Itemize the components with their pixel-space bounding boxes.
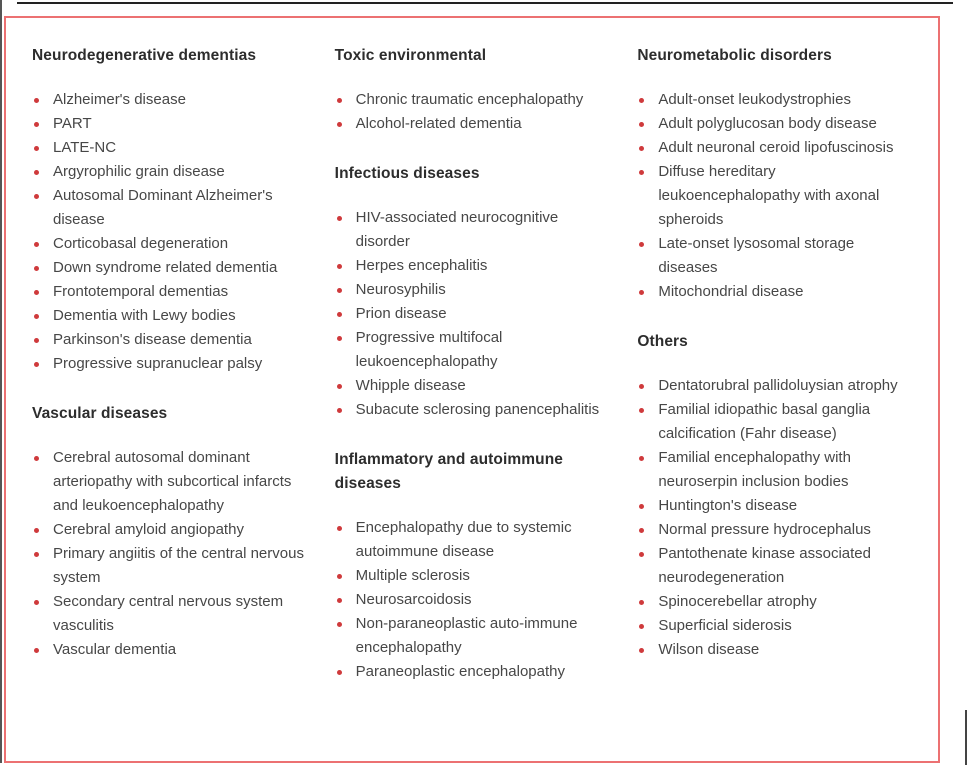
bullet-icon xyxy=(34,552,39,557)
section-heading: Others xyxy=(637,333,688,350)
bullet-icon xyxy=(34,242,39,247)
disease-item-label: Herpes encephalitis xyxy=(355,257,488,274)
disease-item-label: Progressive supranuclear palsy xyxy=(53,355,263,372)
disease-item-label: Pantothenate kinase associated neurodegeneration xyxy=(658,545,871,586)
disease-item-label: Neurosarcoidosis xyxy=(355,591,472,608)
list-item xyxy=(637,280,914,304)
list-item xyxy=(637,614,914,638)
disease-item-label: Subacute sclerosing panencephalitis xyxy=(355,401,600,418)
list-item xyxy=(335,660,612,684)
bullet-icon xyxy=(639,552,644,557)
bullet-icon xyxy=(337,526,342,531)
list-item xyxy=(335,326,612,374)
bullet-icon xyxy=(34,146,39,151)
list-item xyxy=(335,612,612,660)
list-item xyxy=(335,206,612,254)
disease-item-label: Whipple disease xyxy=(355,377,466,394)
diagnosis-section xyxy=(335,44,612,136)
disease-item-label: Non-paraneoplastic auto-immune encephalopathy xyxy=(355,615,578,656)
section-heading: Neurometabolic disorders xyxy=(637,47,832,64)
list-item xyxy=(637,160,914,232)
bullet-icon xyxy=(337,264,342,269)
disease-list xyxy=(637,88,914,304)
disease-item-label: Adult neuronal ceroid lipofuscinosis xyxy=(658,139,894,156)
page-right-border-line xyxy=(965,710,967,765)
list-item xyxy=(335,88,612,112)
bullet-icon xyxy=(34,98,39,103)
bullet-icon xyxy=(639,528,644,533)
list-item xyxy=(335,278,612,302)
list-item xyxy=(32,160,309,184)
disease-item-label: PART xyxy=(53,115,92,132)
disease-item-label: Dentatorubral pallidoluysian atrophy xyxy=(658,377,898,394)
list-item xyxy=(32,136,309,160)
list-item xyxy=(32,304,309,328)
list-item xyxy=(637,494,914,518)
list-item xyxy=(637,590,914,614)
disease-item-label: LATE-NC xyxy=(53,139,117,156)
bullet-icon xyxy=(639,384,644,389)
list-item xyxy=(32,184,309,232)
disease-item-label: Corticobasal degeneration xyxy=(53,235,229,252)
differential-diagnosis-panel xyxy=(4,16,940,763)
column-neurodegenerative-vascular xyxy=(32,44,309,751)
list-item xyxy=(637,232,914,280)
list-item xyxy=(32,280,309,304)
list-item xyxy=(335,254,612,278)
disease-item-label: Secondary central nervous system vasculitis xyxy=(53,593,284,634)
disease-item-label: Diffuse hereditary leukoencephalopathy with axonal spheroids xyxy=(658,163,880,228)
disease-list xyxy=(637,374,914,662)
bullet-icon xyxy=(639,624,644,629)
diagnosis-section xyxy=(335,448,612,684)
bullet-icon xyxy=(639,146,644,151)
disease-item-label: Parkinson's disease dementia xyxy=(53,331,252,348)
diagnosis-section xyxy=(32,402,309,662)
list-item xyxy=(32,518,309,542)
disease-item-label: Primary angiitis of the central nervous system xyxy=(53,545,304,586)
disease-item-label: Adult polyglucosan body disease xyxy=(658,115,877,132)
disease-list xyxy=(335,516,612,684)
bullet-icon xyxy=(337,408,342,413)
disease-item-label: Late-onset lysosomal storage diseases xyxy=(658,235,855,276)
diagnosis-section xyxy=(32,44,309,376)
bullet-icon xyxy=(639,408,644,413)
bullet-icon xyxy=(639,504,644,509)
section-heading: Neurodegenerative dementias xyxy=(32,47,257,64)
disease-list xyxy=(335,206,612,422)
disease-item-label: Superficial siderosis xyxy=(658,617,792,634)
disease-list xyxy=(335,88,612,136)
list-item xyxy=(637,542,914,590)
list-item xyxy=(335,398,612,422)
list-item xyxy=(32,352,309,376)
list-item xyxy=(32,446,309,518)
bullet-icon xyxy=(639,600,644,605)
bullet-icon xyxy=(337,216,342,221)
list-item xyxy=(335,588,612,612)
disease-item-label: Spinocerebellar atrophy xyxy=(658,593,817,610)
bullet-icon xyxy=(34,528,39,533)
diagnosis-section xyxy=(637,330,914,662)
disease-item-label: Mitochondrial disease xyxy=(658,283,804,300)
bullet-icon xyxy=(639,456,644,461)
list-item xyxy=(335,516,612,564)
bullet-icon xyxy=(639,242,644,247)
column-toxic-infectious-inflammatory xyxy=(335,44,612,751)
disease-item-label: Familial idiopathic basal ganglia calcification (Fahr disease) xyxy=(658,401,871,442)
disease-item-label: Alzheimer's disease xyxy=(53,91,186,108)
disease-item-label: Autosomal Dominant Alzheimer's disease xyxy=(53,187,273,228)
bullet-icon xyxy=(34,338,39,343)
disease-item-label: Cerebral amyloid angiopathy xyxy=(53,521,244,538)
section-heading: Vascular diseases xyxy=(32,405,168,422)
list-item xyxy=(637,518,914,542)
bullet-icon xyxy=(639,98,644,103)
bullet-icon xyxy=(639,648,644,653)
disease-item-label: Chronic traumatic encephalopathy xyxy=(355,91,584,108)
disease-list xyxy=(32,88,309,376)
list-item xyxy=(637,638,914,662)
list-item xyxy=(335,564,612,588)
bullet-icon xyxy=(34,266,39,271)
bullet-icon xyxy=(337,98,342,103)
list-item xyxy=(637,446,914,494)
disease-list xyxy=(32,446,309,662)
disease-item-label: HIV-associated neurocognitive disorder xyxy=(355,209,559,250)
disease-item-label: Prion disease xyxy=(355,305,447,322)
disease-item-label: Encephalopathy due to systemic autoimmune disease xyxy=(355,519,572,560)
bullet-icon xyxy=(337,122,342,127)
list-item xyxy=(32,232,309,256)
disease-item-label: Progressive multifocal leukoencephalopathy xyxy=(355,329,503,370)
bullet-icon xyxy=(639,290,644,295)
list-item xyxy=(637,112,914,136)
diagnosis-section xyxy=(335,162,612,422)
bullet-icon xyxy=(337,336,342,341)
bullet-icon xyxy=(34,600,39,605)
diagnosis-section xyxy=(637,44,914,304)
list-item xyxy=(335,112,612,136)
disease-item-label: Down syndrome related dementia xyxy=(53,259,278,276)
bullet-icon xyxy=(337,574,342,579)
bullet-icon xyxy=(337,288,342,293)
disease-item-label: Alcohol-related dementia xyxy=(355,115,522,132)
bullet-icon xyxy=(337,598,342,603)
page-top-border-line xyxy=(17,2,953,4)
bullet-icon xyxy=(34,194,39,199)
bullet-icon xyxy=(337,622,342,627)
bullet-icon xyxy=(34,314,39,319)
disease-item-label: Paraneoplastic encephalopathy xyxy=(355,663,565,680)
bullet-icon xyxy=(337,384,342,389)
disease-item-label: Normal pressure hydrocephalus xyxy=(658,521,871,538)
bullet-icon xyxy=(34,362,39,367)
bullet-icon xyxy=(639,122,644,127)
disease-item-label: Vascular dementia xyxy=(53,641,177,658)
section-heading: Inflammatory and autoimmune diseases xyxy=(334,451,563,492)
list-item xyxy=(637,374,914,398)
bullet-icon xyxy=(34,290,39,295)
disease-item-label: Multiple sclerosis xyxy=(355,567,470,584)
list-item xyxy=(32,328,309,352)
list-item xyxy=(32,88,309,112)
list-item xyxy=(32,638,309,662)
section-heading: Toxic environmental xyxy=(334,47,487,64)
bullet-icon xyxy=(34,648,39,653)
bullet-icon xyxy=(337,670,342,675)
bullet-icon xyxy=(337,312,342,317)
bullet-icon xyxy=(34,122,39,127)
list-item xyxy=(32,256,309,280)
disease-item-label: Neurosyphilis xyxy=(355,281,446,298)
disease-item-label: Cerebral autosomal dominant arteriopathy with subcortical infarcts and leukoencephalopathy xyxy=(53,449,292,514)
column-neurometabolic-others xyxy=(637,44,914,751)
bullet-icon xyxy=(34,170,39,175)
list-item xyxy=(32,542,309,590)
disease-item-label: Huntington's disease xyxy=(658,497,798,514)
list-item xyxy=(637,136,914,160)
bullet-icon xyxy=(34,456,39,461)
disease-item-label: Adult-onset leukodystrophies xyxy=(658,91,851,108)
disease-item-label: Frontotemporal dementias xyxy=(53,283,229,300)
disease-item-label: Familial encephalopathy with neuroserpin inclusion bodies xyxy=(658,449,851,490)
list-item xyxy=(335,374,612,398)
disease-item-label: Dementia with Lewy bodies xyxy=(53,307,236,324)
page-left-border-line xyxy=(0,0,2,763)
list-item xyxy=(637,398,914,446)
list-item xyxy=(32,112,309,136)
list-item xyxy=(335,302,612,326)
bullet-icon xyxy=(639,170,644,175)
list-item xyxy=(637,88,914,112)
section-heading: Infectious diseases xyxy=(334,165,480,182)
disease-item-label: Argyrophilic grain disease xyxy=(53,163,225,180)
disease-item-label: Wilson disease xyxy=(658,641,760,658)
list-item xyxy=(32,590,309,638)
